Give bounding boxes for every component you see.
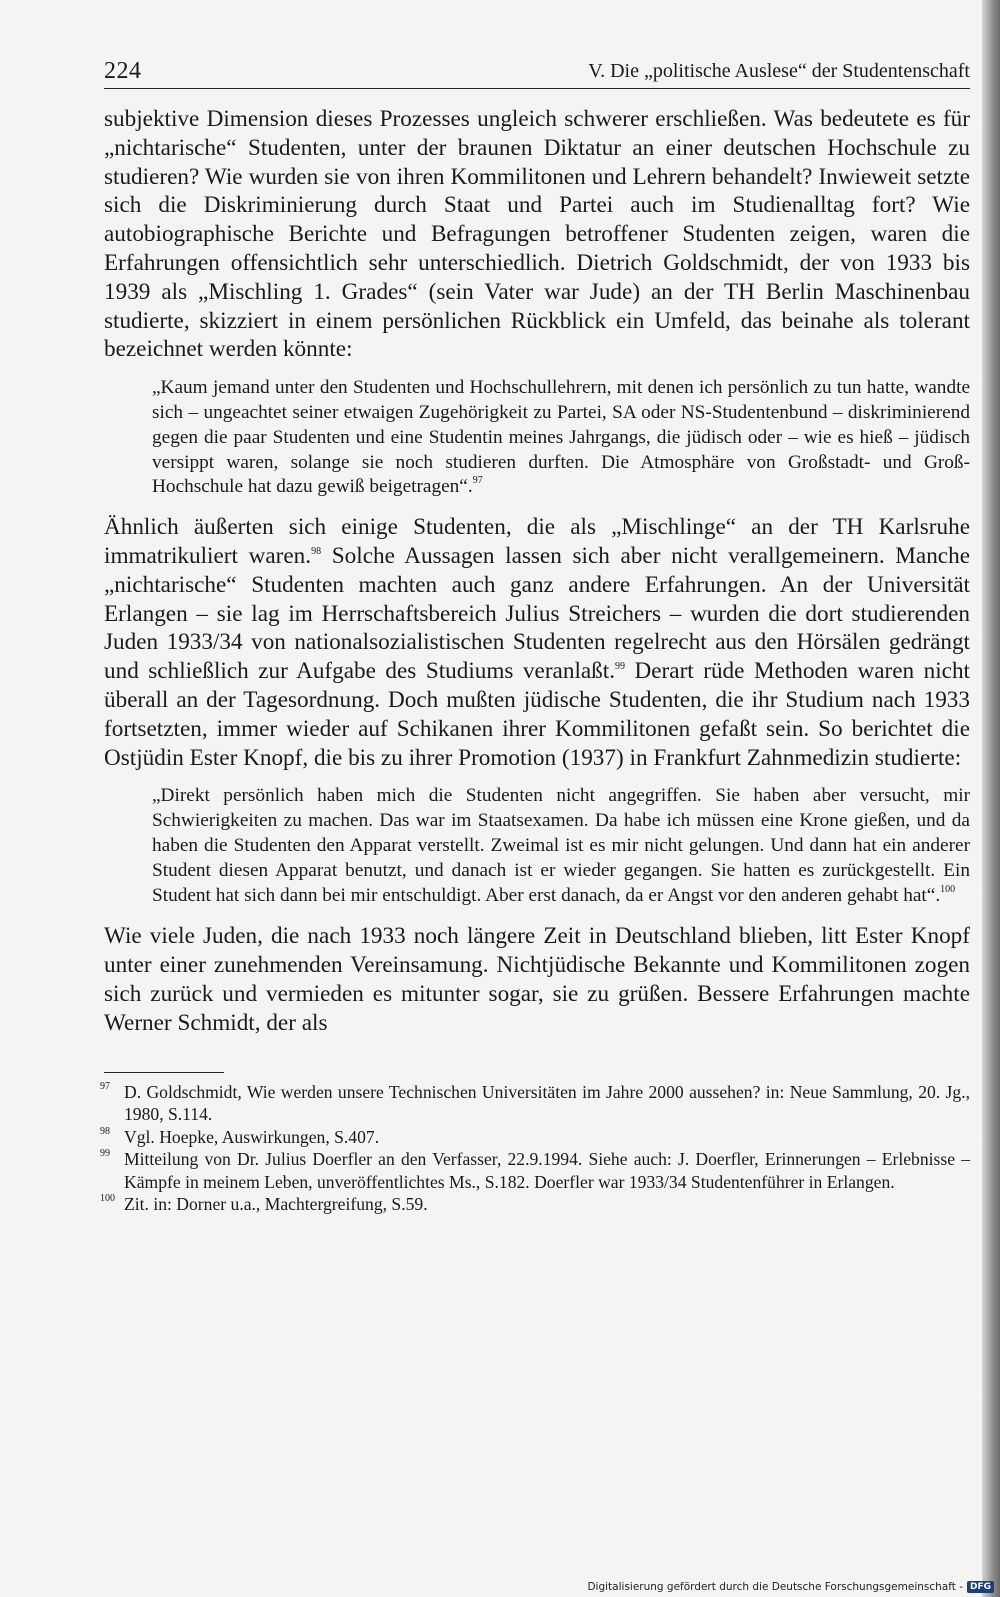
footnote-ref-97[interactable]: 97: [472, 475, 483, 487]
chapter-title: V. Die „politische Auslese“ der Studentenschaft: [588, 60, 970, 82]
book-page: [100, 52, 970, 1216]
running-head: [104, 52, 970, 89]
footnote-97: [100, 1080, 970, 1126]
quote-text: „Kaum jemand unter den Studenten und Hochschullehrern, mit denen ich persönlich zu tun hatte, wandte sich – ungeachtet seiner etwaigen Zugehörigkeit zu Partei, SA oder NS-Studentenbund – diskriminierend gegen die paar Studenten und eine Studentin meines Jahrgangs, die jüdisch oder – wie es hieß – jüdisch versippt waren, solange sie noch studieren durften. Die Atmosphäre von Großstadt- und Groß-Hochschule hat dazu gewiß beigetragen“.: [152, 377, 970, 498]
footnote-number: 100: [100, 1193, 115, 1205]
page-number: 224: [104, 58, 142, 84]
block-quote-knopf: [152, 784, 970, 908]
footnote-ref-100[interactable]: 100: [940, 883, 956, 895]
footnote-text: D. Goldschmidt, Wie werden unsere Technischen Universitäten im Jahre 2000 aussehen? in: Neue Sammlung, 20. Jg., 1980, S.114.: [124, 1081, 970, 1125]
paragraph-2-part-b: Solche Aussagen lassen sich aber nicht verallgemeinern. Manche „nichtarische“ Studenten machten auch ganz andere Erfahrungen. An der Universität Erlangen – sie lag im Herrschaftsbereich Julius Streichers – wurden die dort studierenden Juden 1933/34 von nationalsozialistischen Studenten regelrecht aus den Hörsälen gedrängt und schließlich zur Aufgabe des Studiums veranlaßt.: [104, 542, 970, 685]
footnote-text: Zit. in: Dorner u.a., Machtergreifung, S.59.: [124, 1194, 428, 1215]
dfg-logo-icon: DFG: [967, 1581, 994, 1593]
footnote-number: 98: [100, 1125, 110, 1137]
paragraph-2-part-a: Ähnlich äußerten sich einige Studenten, die als „Mischlinge“ an der TH Karlsruhe immatrikuliert waren.: [104, 514, 970, 569]
footnote-text: Mitteilung von Dr. Julius Doerfler an den Verfasser, 22.9.1994. Siehe auch: J. Doerfler, Erinnerungen – Erlebnisse – Kämpfe in meinem Leben, unveröffentlichtes Ms., S.182. Doerfler war 1933/34 Studentenführer in Erlangen.: [124, 1149, 970, 1192]
footnote-divider: [104, 1072, 224, 1073]
digitization-credit: [587, 1581, 994, 1593]
paragraph-1: subjektive Dimension dieses Prozesses ungleich schwerer erschließen. Was bedeutete es für „nichtarische“ Studenten, unter der braunen Diktatur an einer deutschen Hochschule zu studieren? Wie wurden sie von ihren Kommilitonen und Lehrern behandelt? Inwieweit setzte sich die Diskriminierung durch Staat und Partei auch im Studienalltag fort? Wie autobiographische Berichte und Befragungen betroffener Studenten zeigen, waren die Erfahrungen offensichtlich sehr unterschiedlich. Dietrich Goldschmidt, der von 1933 bis 1939 als „Mischling 1. Grades“ (sein Vater war Jude) an der TH Berlin Maschinenbau studierte, skizziert in einem persönlichen Rückblick ein Umfeld, das beinahe als tolerant bezeichnet werden könnte:: [104, 106, 970, 363]
footnote-number: 97: [100, 1080, 110, 1092]
footnote-98: [100, 1125, 970, 1149]
footnote-number: 99: [100, 1148, 110, 1160]
footnote-ref-98[interactable]: 98: [311, 545, 322, 557]
footnote-ref-99[interactable]: 99: [615, 661, 626, 673]
page-edge-shadow: [982, 0, 1000, 1597]
block-quote-goldschmidt: [152, 376, 970, 500]
footnote-100: [100, 1193, 970, 1216]
footnote-text: Vgl. Hoepke, Auswirkungen, S.407.: [124, 1126, 380, 1147]
paragraph-3: Wie viele Juden, die nach 1933 noch längere Zeit in Deutschland blieben, litt Ester Knopf unter einer zunehmenden Vereinsamung. Nichtjüdische Bekannte und Kommilitonen zogen sich zurück und vermieden es mitunter sogar, sie zu grüßen. Bessere Erfahrungen machte Werner Schmidt, der als: [104, 923, 970, 1036]
quote-text: „Direkt persönlich haben mich die Studenten nicht angegriffen. Sie haben aber versucht, mir Schwierigkeiten zu machen. Das war im Staatsexamen. Da habe ich müssen eine Krone gießen, und da haben die Studenten den Apparat verstellt. Zweimal ist es mir nicht gelungen. Und dann hat ein anderer Student diesen Apparat benutzt, und danach ist er wieder gegangen. Sie hatten es zurückgestellt. Ein Student hat sich dann bei mir entschuldigt. Aber erst danach, da er Angst vor den anderen gehabt hat“.: [152, 785, 970, 906]
paragraph-2: [104, 513, 970, 772]
paragraph-2-part-c: Derart rüde Methoden waren nicht überall an der Tagesordnung. Doch mußten jüdische Studenten, die ihr Studium nach 1933 fortsetzten, immer wieder auf Schikanen ihrer Kommilitonen gefaßt sein. So berichtet die Ostjüdin Ester Knopf, die bis zu ihrer Promotion (1937) in Frankfurt Zahnmedizin studierte:: [104, 658, 970, 771]
footnotes: [100, 1080, 970, 1217]
footnote-99: [100, 1148, 970, 1193]
credit-text: Digitalisierung gefördert durch die Deutsche Forschungsgemeinschaft -: [587, 1581, 963, 1593]
